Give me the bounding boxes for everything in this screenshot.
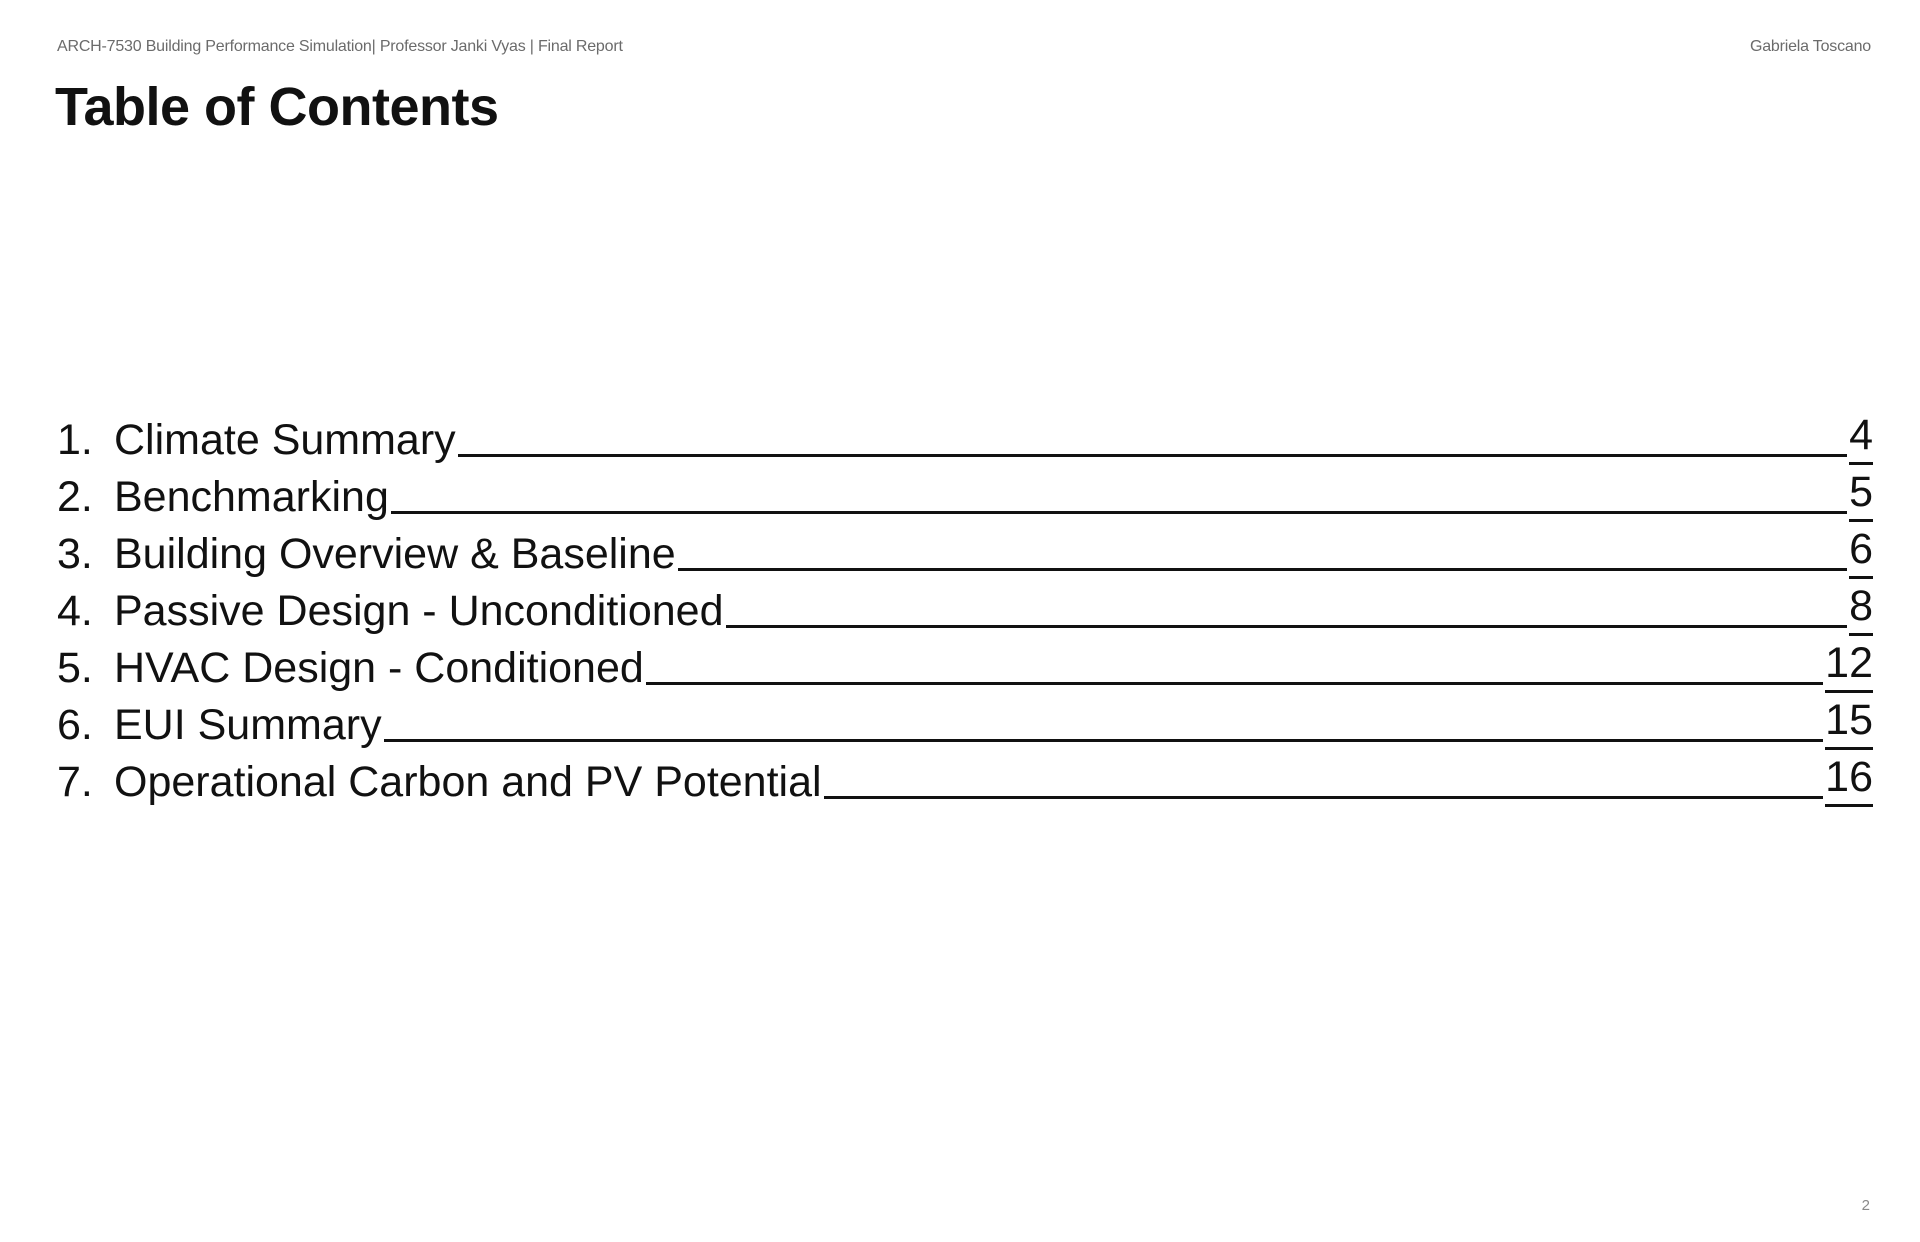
toc-entry-number: 1. bbox=[57, 416, 93, 464]
toc-leader-line bbox=[391, 511, 1847, 514]
toc-entry-eui-summary[interactable] bbox=[57, 693, 1873, 750]
toc-entry-label: HVAC Design - Conditioned bbox=[114, 644, 644, 692]
toc-entry-label: Operational Carbon and PV Potential bbox=[114, 758, 822, 806]
toc-leader-line bbox=[646, 682, 1823, 685]
toc-entry-number: 5. bbox=[57, 644, 93, 692]
toc-entry-climate-summary[interactable] bbox=[57, 408, 1873, 465]
toc-leader-line bbox=[458, 454, 1847, 457]
page-title: Table of Contents bbox=[55, 77, 499, 137]
toc-entry-label: Building Overview & Baseline bbox=[114, 530, 676, 578]
toc-entry-number: 3. bbox=[57, 530, 93, 578]
toc-entry-building-overview[interactable] bbox=[57, 522, 1873, 579]
toc-leader-line bbox=[384, 739, 1824, 742]
toc-entry-label: Benchmarking bbox=[114, 473, 389, 521]
toc-entry-passive-design[interactable] bbox=[57, 579, 1873, 636]
toc-entry-benchmarking[interactable] bbox=[57, 465, 1873, 522]
toc-entry-page: 15 bbox=[1825, 699, 1873, 750]
toc-entry-page: 16 bbox=[1825, 756, 1873, 807]
toc-entry-page: 5 bbox=[1849, 471, 1873, 522]
report-header-course: ARCH-7530 Building Performance Simulation| Professor Janki Vyas | Final Report bbox=[57, 38, 623, 55]
toc-entry-number: 2. bbox=[57, 473, 93, 521]
toc-entry-operational-carbon[interactable] bbox=[57, 750, 1873, 807]
toc-entry-label: Passive Design - Unconditioned bbox=[114, 587, 724, 635]
toc-entry-page: 8 bbox=[1849, 585, 1873, 636]
toc-leader-line bbox=[678, 568, 1847, 571]
toc-entry-number: 6. bbox=[57, 701, 93, 749]
report-header-author: Gabriela Toscano bbox=[1749, 38, 1871, 55]
table-of-contents bbox=[57, 408, 1873, 807]
toc-leader-line bbox=[726, 625, 1848, 628]
toc-entry-page: 6 bbox=[1849, 528, 1873, 579]
toc-entry-number: 7. bbox=[57, 758, 93, 806]
toc-entry-label: Climate Summary bbox=[114, 416, 456, 464]
toc-leader-line bbox=[824, 796, 1824, 799]
toc-entry-number: 4. bbox=[57, 587, 93, 635]
toc-entry-label: EUI Summary bbox=[114, 701, 382, 749]
toc-entry-page: 12 bbox=[1825, 642, 1873, 693]
page-number: 2 bbox=[1861, 1197, 1870, 1214]
toc-entry-hvac-design[interactable] bbox=[57, 636, 1873, 693]
toc-entry-page: 4 bbox=[1849, 414, 1873, 465]
